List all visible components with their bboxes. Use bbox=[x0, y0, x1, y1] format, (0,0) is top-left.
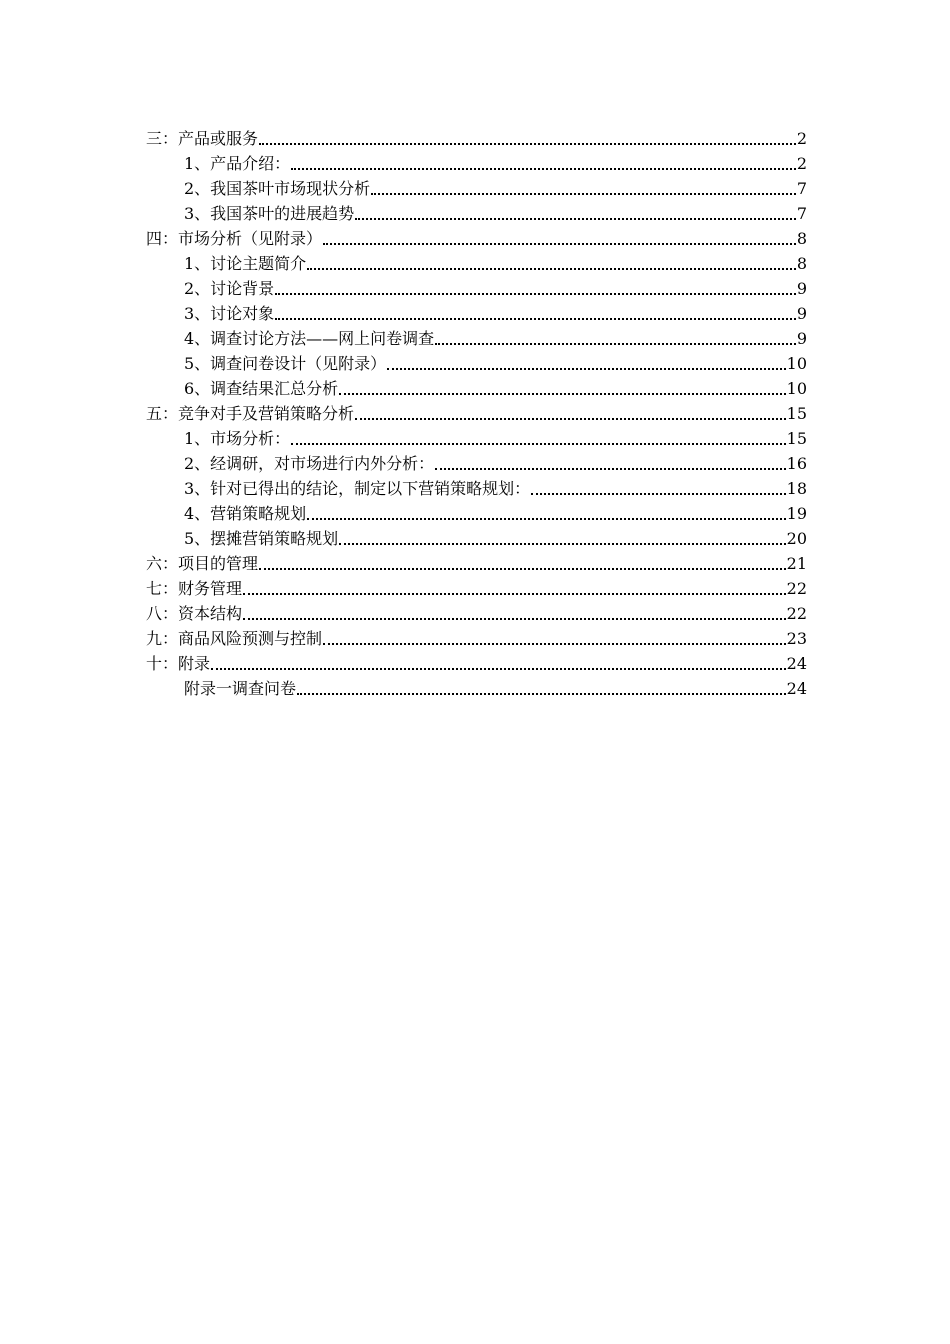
toc-entry-title: 附录一调查问卷 bbox=[184, 679, 297, 698]
toc-entry[interactable] bbox=[146, 124, 807, 149]
toc-entry-title: 十：附录 bbox=[146, 654, 211, 673]
toc-entry-title: 八：资本结构 bbox=[146, 604, 243, 623]
toc-entry-title: 1、产品介绍： bbox=[184, 154, 291, 173]
toc-entry-title: 九：商品风险预测与控制 bbox=[146, 629, 323, 648]
toc-entry-page-number: 8 bbox=[796, 254, 807, 273]
toc-entry-page-number: 19 bbox=[786, 504, 807, 523]
toc-dot-leader bbox=[323, 642, 786, 645]
toc-entry-title: 五：竞争对手及营销策略分析 bbox=[146, 404, 355, 423]
toc-entry-title: 4、调查讨论方法——网上问卷调查 bbox=[184, 329, 435, 348]
toc-entry-page-number: 24 bbox=[786, 654, 807, 673]
toc-entry-page-number: 20 bbox=[786, 529, 807, 548]
toc-entry-page-number: 2 bbox=[796, 154, 807, 173]
toc-entry-page-number: 22 bbox=[786, 579, 807, 598]
toc-entry-title: 2、我国茶叶市场现状分析 bbox=[184, 179, 371, 198]
toc-entry[interactable] bbox=[146, 574, 807, 599]
toc-entry-page-number: 10 bbox=[786, 379, 807, 398]
toc-entry-title: 四：市场分析（见附录） bbox=[146, 229, 323, 248]
toc-dot-leader bbox=[259, 567, 786, 570]
toc-entry[interactable] bbox=[146, 474, 807, 499]
toc-entry-title: 三：产品或服务 bbox=[146, 129, 259, 148]
toc-entry-title: 1、讨论主题简介 bbox=[184, 254, 307, 273]
toc-entry[interactable] bbox=[146, 549, 807, 574]
toc-entry-page-number: 15 bbox=[786, 404, 807, 423]
toc-entry-page-number: 21 bbox=[786, 554, 807, 573]
toc-entry-title: 4、营销策略规划 bbox=[184, 504, 307, 523]
toc-entry-title: 5、调查问卷设计（见附录） bbox=[184, 354, 387, 373]
toc-entry-page-number: 10 bbox=[786, 354, 807, 373]
toc-entry[interactable] bbox=[146, 599, 807, 624]
toc-dot-leader bbox=[291, 442, 785, 445]
toc-entry-page-number: 15 bbox=[786, 429, 807, 448]
toc-entry-title: 七：财务管理 bbox=[146, 579, 243, 598]
toc-entry[interactable] bbox=[146, 199, 807, 224]
toc-dot-leader bbox=[275, 317, 796, 320]
toc-entry[interactable] bbox=[146, 499, 807, 524]
toc-dot-leader bbox=[339, 392, 785, 395]
toc-dot-leader bbox=[531, 492, 785, 495]
toc-dot-leader bbox=[355, 217, 796, 220]
toc-entry[interactable] bbox=[146, 174, 807, 199]
toc-entry[interactable] bbox=[146, 524, 807, 549]
table-of-contents bbox=[146, 124, 807, 699]
toc-dot-leader bbox=[243, 592, 786, 595]
toc-entry-page-number: 7 bbox=[796, 204, 807, 223]
toc-entry-title: 2、经调研，对市场进行内外分析： bbox=[184, 454, 435, 473]
toc-entry-page-number: 24 bbox=[786, 679, 807, 698]
toc-entry[interactable] bbox=[146, 224, 807, 249]
toc-entry-title: 六：项目的管理 bbox=[146, 554, 259, 573]
toc-dot-leader bbox=[291, 167, 796, 170]
toc-entry-page-number: 22 bbox=[786, 604, 807, 623]
toc-entry[interactable] bbox=[146, 299, 807, 324]
toc-entry-title: 6、调查结果汇总分析 bbox=[184, 379, 339, 398]
toc-dot-leader bbox=[243, 617, 786, 620]
toc-entry-title: 1、市场分析： bbox=[184, 429, 291, 448]
toc-entry[interactable] bbox=[146, 449, 807, 474]
toc-dot-leader bbox=[435, 342, 796, 345]
toc-entry[interactable] bbox=[146, 249, 807, 274]
toc-dot-leader bbox=[371, 192, 796, 195]
toc-dot-leader bbox=[275, 292, 796, 295]
toc-dot-leader bbox=[323, 242, 796, 245]
toc-entry[interactable] bbox=[146, 649, 807, 674]
toc-entry-title: 3、我国茶叶的进展趋势 bbox=[184, 204, 355, 223]
toc-entry-page-number: 9 bbox=[796, 279, 807, 298]
toc-dot-leader bbox=[259, 142, 796, 145]
toc-entry[interactable] bbox=[146, 274, 807, 299]
toc-entry-page-number: 9 bbox=[796, 329, 807, 348]
toc-dot-leader bbox=[297, 692, 786, 695]
toc-dot-leader bbox=[339, 542, 785, 545]
toc-entry-page-number: 2 bbox=[796, 129, 807, 148]
toc-entry[interactable] bbox=[146, 424, 807, 449]
toc-entry[interactable] bbox=[146, 324, 807, 349]
toc-entry[interactable] bbox=[146, 674, 807, 699]
toc-dot-leader bbox=[307, 517, 785, 520]
toc-entry[interactable] bbox=[146, 624, 807, 649]
toc-entry[interactable] bbox=[146, 399, 807, 424]
toc-entry-title: 5、摆摊营销策略规划 bbox=[184, 529, 339, 548]
toc-entry-page-number: 16 bbox=[786, 454, 807, 473]
toc-entry-page-number: 8 bbox=[796, 229, 807, 248]
toc-entry-title: 3、讨论对象 bbox=[184, 304, 275, 323]
toc-dot-leader bbox=[387, 367, 785, 370]
toc-entry[interactable] bbox=[146, 374, 807, 399]
toc-entry[interactable] bbox=[146, 349, 807, 374]
toc-entry-page-number: 23 bbox=[786, 629, 807, 648]
toc-entry-page-number: 9 bbox=[796, 304, 807, 323]
toc-entry-page-number: 7 bbox=[796, 179, 807, 198]
toc-dot-leader bbox=[307, 267, 796, 270]
toc-dot-leader bbox=[211, 667, 786, 670]
toc-dot-leader bbox=[355, 417, 786, 420]
toc-entry-title: 3、针对已得出的结论，制定以下营销策略规划： bbox=[184, 479, 531, 498]
toc-entry-title: 2、讨论背景 bbox=[184, 279, 275, 298]
toc-entry-page-number: 18 bbox=[786, 479, 807, 498]
toc-dot-leader bbox=[435, 467, 785, 470]
toc-entry[interactable] bbox=[146, 149, 807, 174]
